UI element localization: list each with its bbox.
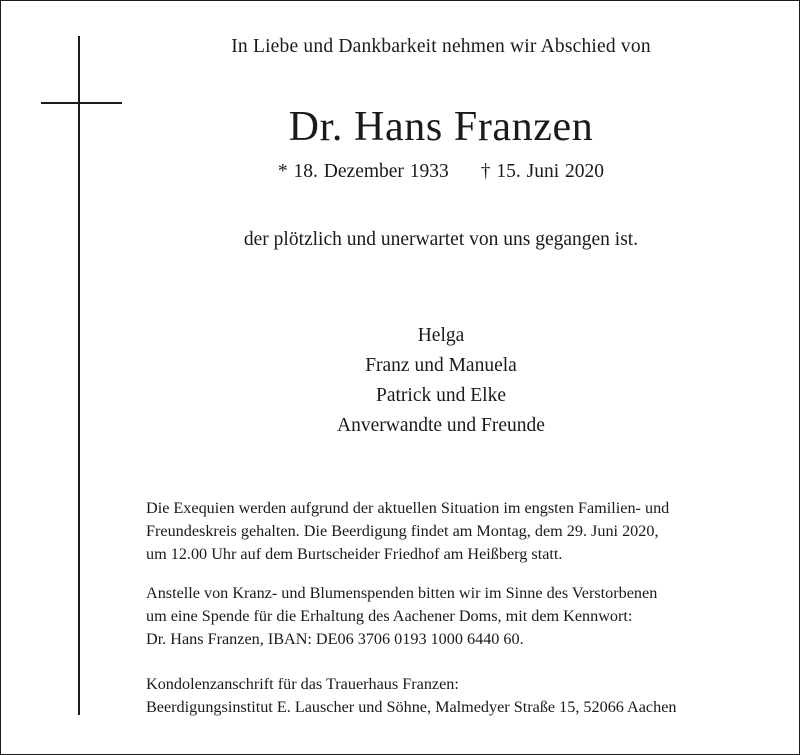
mourners-list — [1, 321, 800, 441]
death-date: † 15. Juni 2020 — [480, 161, 605, 182]
notice-line: Die Exequien werden aufgrund der aktuellen Situation im engsten Familien- und — [146, 499, 670, 517]
mourner: Helga — [417, 325, 465, 346]
notice-line: Freundeskreis gehalten. Die Beerdigung findet am Montag, dem 29. Juni 2020, — [146, 522, 659, 540]
notice-line: Kondolenzanschrift für das Trauerhaus Franzen: — [146, 675, 459, 693]
life-dates — [1, 161, 800, 183]
notice-line: um 12.00 Uhr auf dem Burtscheider Friedhof am Heißberg statt. — [146, 545, 563, 563]
intro-line: In Liebe und Dankbarkeit nehmen wir Abschied von — [231, 36, 651, 57]
funeral-notice — [146, 497, 786, 566]
notice-line: Dr. Hans Franzen, IBAN: DE06 3706 0193 1000 6440 60. — [146, 630, 524, 648]
notice-line: um eine Spende für die Erhaltung des Aachener Doms, mit dem Kennwort: — [146, 607, 633, 625]
birth-date: * 18. Dezember 1933 — [277, 161, 449, 182]
mourner: Anverwandte und Freunde — [337, 415, 545, 436]
farewell-phrase: der plötzlich und unerwartet von uns gegangen ist. — [243, 229, 639, 250]
donation-notice — [146, 582, 786, 651]
mourner: Franz und Manuela — [365, 355, 517, 376]
condolence-address — [146, 673, 786, 719]
notice-line: Anstelle von Kranz- und Blumenspenden bitten wir im Sinne des Verstorbenen — [146, 584, 658, 602]
mourner: Patrick und Elke — [376, 385, 506, 406]
deceased-name: Dr. Hans Franzen — [288, 104, 594, 150]
notice-line: Beerdigungsinstitut E. Lauscher und Söhne, Malmedyer Straße 15, 52066 Aachen — [146, 698, 677, 716]
